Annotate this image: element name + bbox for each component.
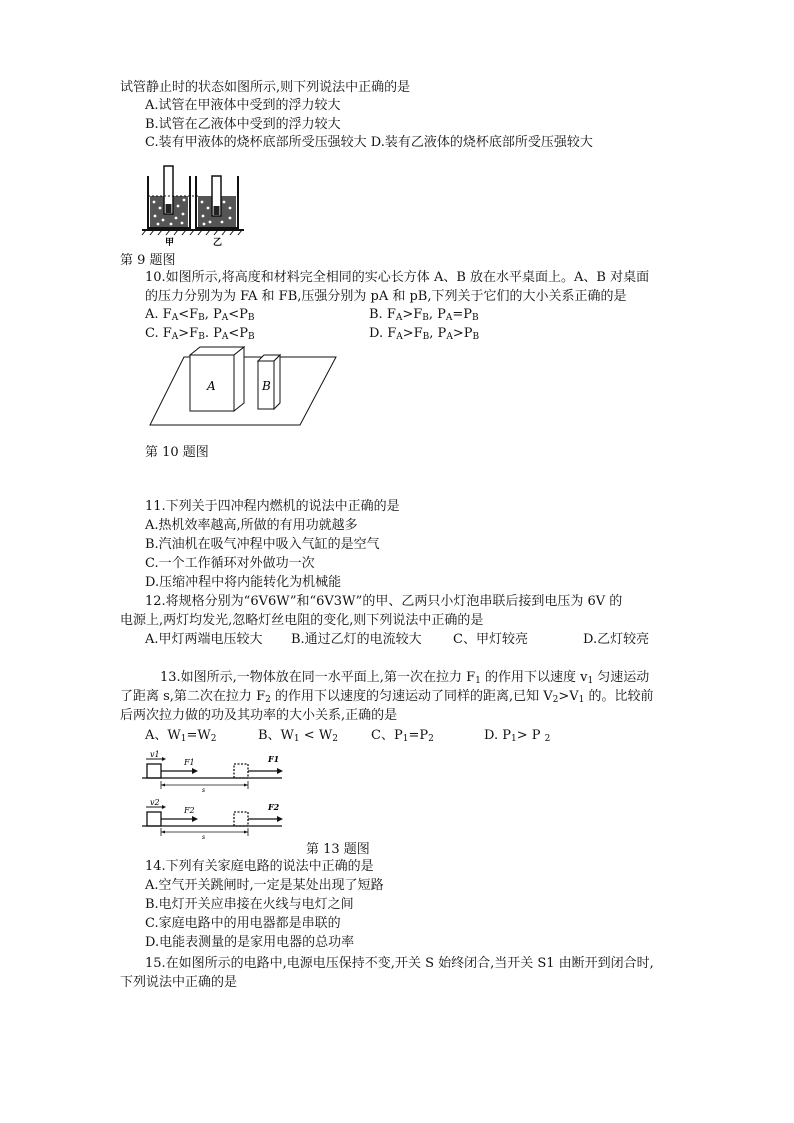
label-F2-a: F2 [184,806,195,815]
q14-option-a: A.空气开关跳闸时,一定是某处出现了短路 [145,878,384,893]
q12-option-d: D.乙灯较亮 [583,632,650,647]
q11-option-d: D.压缩冲程中将内能转化为机械能 [145,575,342,590]
label-a: A [207,379,216,393]
q12-stem-line2: 电源上,两灯均发光,忽略灯丝电阻的变化,则下列说法中正确的是 [120,613,484,628]
label-yi: 乙 [213,238,223,248]
q13-stem-line2: 了距离 s,第二次在拉力 $F_2$ 的作用下以速度的匀速运动了同样的距离,已知 $V_2>V_1$ 的。比较前 [120,689,654,705]
q12-option-b: B.通过乙灯的电流较大 [291,632,422,647]
q11-option-a: A.热机效率越高,所做的有用功就越多 [145,518,358,533]
q10-caption: 第 10 题图 [145,445,209,460]
q9-option-b: B.试管在乙液体中受到的浮力较大 [145,117,341,132]
q14-option-c: C.家庭电路中的用电器都是串联的 [145,916,341,931]
q12-option-c: C、甲灯较亮 [453,632,528,647]
q10-option-c: C. $F_A>F_B$. $P_A<P_B$ [145,326,255,342]
q14-option-b: B.电灯开关应串接在火线与电灯之间 [145,897,354,912]
q13-option-a: A、$W_1=W_2$ [145,728,217,744]
q13-figure [142,748,287,840]
label-v2: v2 [150,798,160,807]
q13-option-c: C、$P_1=P_2$ [371,728,434,744]
block-b [258,355,280,409]
q10-option-a: A. $F_A<F_B$, $P_A<P_B$ [145,307,255,323]
q14-option-d: D.电能表测量的是家用电器的总功率 [145,935,355,950]
q12-stem-line1: 12.将规格分别为“6V6W”和“6V3W”的甲、乙两只小灯泡串联后接到电压为 6V 的 [145,594,623,609]
q9-option-a: A.试管在甲液体中受到的浮力较大 [145,98,341,113]
label-jia: 甲 [165,238,175,248]
q13-stem-line3: 后两次拉力做的功及其功率的大小关系,正确的是 [120,708,398,723]
q15-stem-line1: 15.在如图所示的电路中,电源电压保持不变,开关 S 始终闭合,当开关 S1 由断开到闭合时, [145,956,654,971]
q12-option-a: A.甲灯两端电压较大 [145,632,263,647]
beaker-jia [148,166,198,228]
q15-stem-line2: 下列说法中正确的是 [120,975,238,990]
q13-caption: 第 13 题图 [306,842,370,857]
q13-option-d: D. $P_1> P$ $_2$ [484,728,551,744]
label-b: B [262,379,271,393]
label-s-1: s [202,787,206,794]
q9-option-cd: C.装有甲液体的烧杯底部所受压强较大 D.装有乙液体的烧杯底部所受压强较大 [145,135,593,150]
q10-stem-line2: 的压力分别为为 FA 和 FB,压强分别为 pA 和 pB,下列关于它们的大小关系正确的是 [145,289,627,304]
q9-stem: 试管静止时的状态如图所示,则下列说法中正确的是 [120,80,411,95]
q11-stem: 11.下列关于四冲程内燃机的说法中正确的是 [145,499,400,514]
q13-stem-line1: 13.如图所示,一物体放在同一水平面上,第一次在拉力 $F_1$ 的作用下以速度 $v_1$ 匀速运动 [160,670,650,686]
q11-option-b: B.汽油机在吸气冲程中吸入气缸的是空气 [145,537,380,552]
beaker-yi [196,176,238,228]
q10-option-b: B. $F_A>F_B$, $P_A=P_B$ [369,307,479,323]
label-F1-b: F1 [268,754,280,764]
q10-figure [148,343,338,433]
label-F2-b: F2 [268,802,280,812]
block-a [190,347,244,411]
q9-caption: 第 9 题图 [120,253,176,268]
label-F1-a: F1 [184,758,195,767]
q14-stem: 14.下列有关家庭电路的说法中正确的是 [145,859,374,874]
q9-figure [138,162,248,248]
label-v1: v1 [150,750,160,759]
q11-option-c: C.一个工作循环对外做功一次 [145,556,315,571]
q13-option-b: B、$W_1 < W_2$ [258,728,338,744]
label-s-2: s [202,834,206,840]
q10-stem-line1: 10.如图所示,将高度和材料完全相同的实心长方体 A、B 放在水平桌面上。A、B 对桌面 [145,270,650,285]
q10-option-d: D. $F_A>F_B$, $P_A>P_B$ [369,326,480,342]
